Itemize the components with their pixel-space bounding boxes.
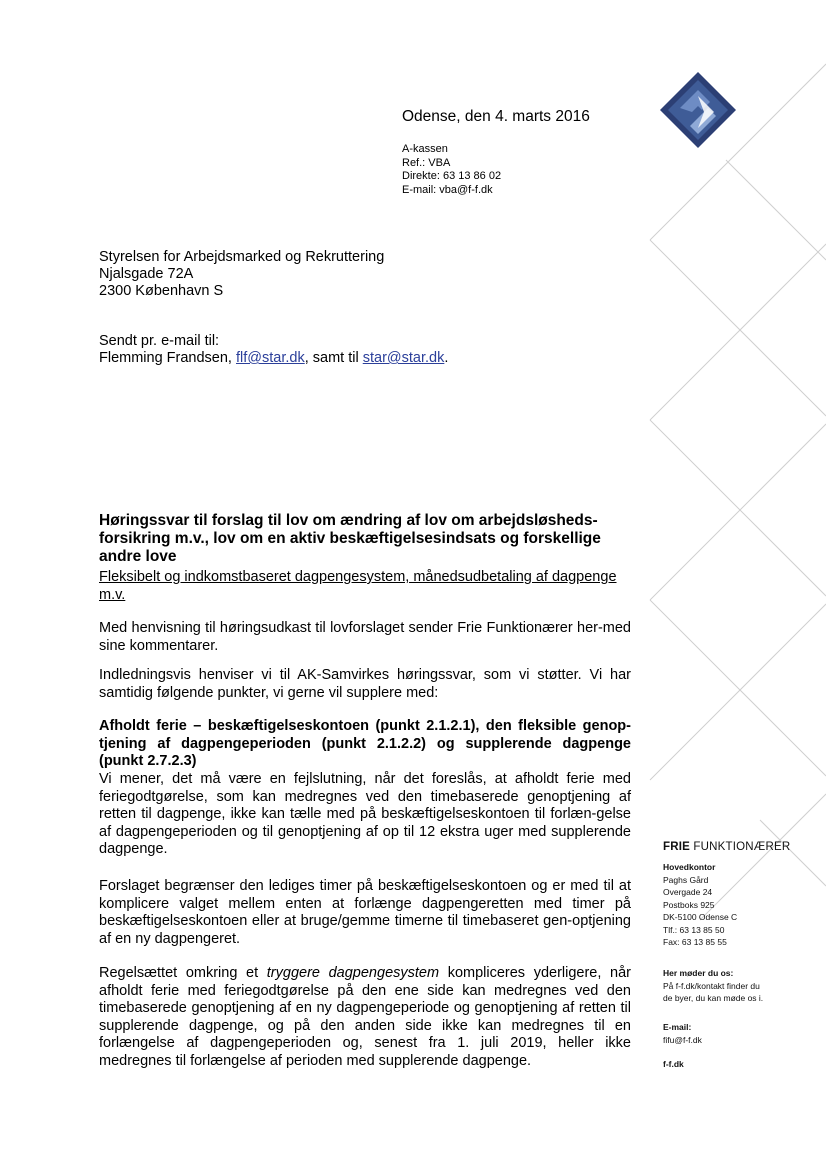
office-line: Overgade 24	[663, 887, 713, 897]
reference: Ref.: VBA	[402, 156, 451, 169]
paragraph-proposal: Forslaget begrænser den lediges timer på beskæftigelseskontoen og er med til at komplicere valget mellem enten at forlænge dagpengeretten med timer på beskæftigelseskontoen eller at bruge/gemme timerne til timebaseret gen-optjening af en ny dagpengeret.	[99, 878, 631, 947]
paragraph-holiday: Vi mener, det må være en fejlslutning, når det foreslås, at afholdt ferie med feriegodtgørelse, som kan medregnes ved den timebaserede genoptjening af retten til dagpenge, ikke kan tælle med på beskæftigelseskontoen til forlæn-gelse af dagpengeperioden og til genoptjening af op til 12 ekstra uger med supplerende dagpenge.	[99, 771, 631, 857]
direct-phone: Direkte: 63 13 86 02	[402, 170, 502, 182]
sidebar-website: f-f.dk	[663, 1059, 684, 1069]
paragraph-intro: Med henvisning til høringsudkast til lovforslaget sender Frie Funktionærer her-med sine kommentarer.	[99, 620, 631, 654]
email-link-star[interactable]: star@star.dk	[362, 350, 445, 366]
sidebar-brand	[663, 841, 790, 854]
sidebar-email	[663, 1021, 702, 1046]
office-line: DK-5100 Odense C	[663, 912, 738, 922]
office-heading: Hovedkontor	[663, 862, 716, 872]
sent-to-block	[99, 333, 448, 367]
letter-title: Høringssvar til forslag til lov om ændring af lov om arbejdsløsheds-forsikring m.v., lov om en aktiv beskæftigelsesindsats og forskellige andre love	[99, 512, 601, 565]
letter-subtitle: Fleksibelt og indkomstbaseret dagpengesystem, månedsudbetaling af dagpenge m.v.	[99, 569, 617, 603]
meet-line: de byer, du kan møde os i.	[663, 993, 764, 1003]
email-heading: E-mail:	[663, 1022, 692, 1032]
paragraph-rules	[99, 965, 631, 1070]
recipient-city: 2300 København S	[99, 283, 224, 299]
recipient-street: Njalsgade 72A	[99, 266, 194, 282]
rules-text-end: kompliceres yderligere, når afholdt ferie med feriegodtgørelse på den ene side kan medregnes ved den timebaserede genoptjening af en ny dagpengeperiode og genoptjening af retten til supplerende dagpenge, og på den anden side ikke kan medregnes til en forlængelse af dagpengeperioden og, senest fra 1. juli 2019, heller ikke medregnes til forlængelse af perioden med supplerende dagpenge.	[99, 965, 632, 1069]
frie-funktionaerer-logo	[658, 70, 738, 150]
email-value: fifu@f-f.dk	[663, 1034, 702, 1045]
sent-name: Flemming Frandsen,	[99, 350, 236, 366]
office-line: Postboks 925	[663, 899, 715, 910]
sender-details	[402, 143, 501, 197]
meet-line: På f-f.dk/kontakt finder du	[663, 980, 760, 991]
rules-text-italic: tryggere dagpengesystem	[266, 965, 440, 981]
rules-text-start: Regelsættet omkring et	[99, 965, 267, 981]
recipient-address	[99, 249, 384, 300]
meet-heading: Her møder du os:	[663, 968, 734, 978]
sent-middle: , samt til	[304, 350, 363, 366]
brand-bold: FRIE	[663, 841, 690, 853]
department: A-kassen	[402, 143, 448, 155]
office-phone: Tlf.: 63 13 85 50	[663, 924, 725, 935]
sent-end: .	[444, 350, 449, 366]
paragraph-reference: Indledningsvis henviser vi til AK-Samvirkes høringssvar, som vi støtter. Vi har samtidig følgende punkter, vi gerne vil supplere med:	[99, 667, 631, 701]
email-link-flf[interactable]: flf@star.dk	[236, 350, 305, 366]
brand-rest: FUNKTIONÆRER	[690, 841, 791, 853]
sent-recipients	[99, 350, 448, 367]
office-line: Paghs Gård	[663, 874, 709, 885]
section-heading: Afholdt ferie – beskæftigelseskontoen (punkt 2.1.2.1), den fleksible genop-tjening af dagpengeperioden (punkt 2.1.2.2) og supplerende dagpenge (punkt 2.7.2.3)	[99, 718, 631, 769]
sidebar-meet	[663, 967, 763, 1005]
office-fax: Fax: 63 13 85 55	[663, 937, 727, 947]
sidebar-office	[663, 861, 737, 949]
letter-date: Odense, den 4. marts 2016	[402, 108, 590, 125]
sent-intro: Sendt pr. e-mail til:	[99, 333, 220, 349]
recipient-name: Styrelsen for Arbejdsmarked og Rekruttering	[99, 249, 385, 265]
sender-email: E-mail: vba@f-f.dk	[402, 183, 493, 196]
